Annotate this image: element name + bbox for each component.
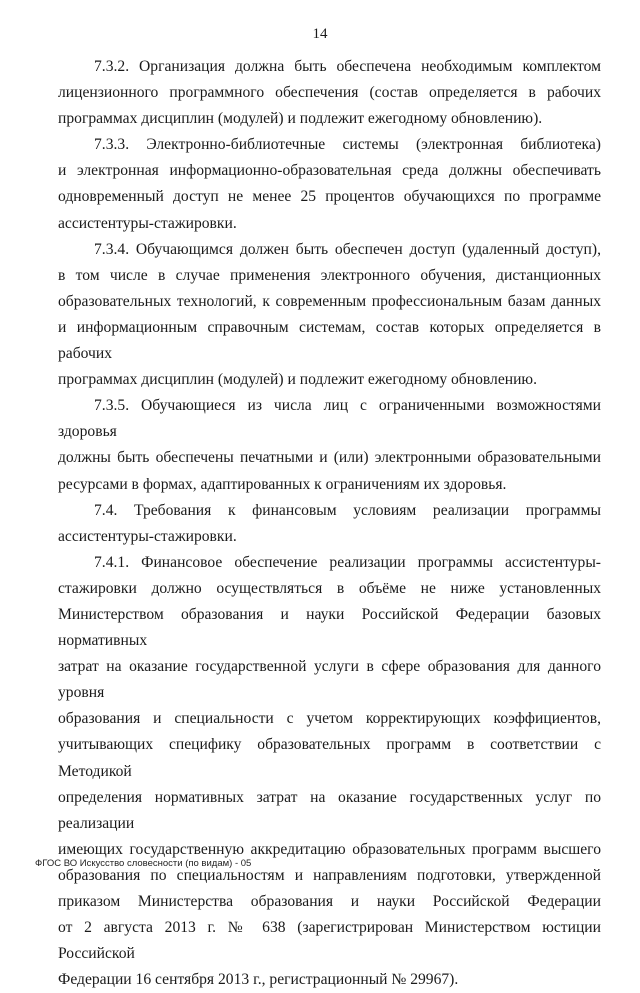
paragraph-7-3-4: [58, 237, 601, 394]
text-line: Министерством образования и науки Российской Федерации базовых нормативных: [58, 605, 601, 650]
text-line: учитывающих специфику образовательных программ в соответствии с Методикой: [58, 736, 601, 780]
text-line: ассистентуры-стажировки.: [58, 527, 237, 545]
paragraph-7-3-3: [58, 132, 601, 236]
text-line: имеющих государственную аккредитацию образовательных программ высшего: [58, 840, 601, 858]
text-line: программах дисциплин (модулей) и подлежит ежегодному обновлению.: [58, 371, 537, 389]
text-line: должны быть обеспечены печатными и (или) электронными образовательными: [58, 449, 601, 467]
text-line: образовательных технологий, к современным профессиональным базам данных: [58, 292, 601, 310]
text-line: программах дисциплин (модулей) и подлежит ежегодному обновлению).: [58, 110, 543, 128]
text-line: образования и специальности с учетом корректирующих коэффициентов,: [58, 710, 601, 728]
text-line: 7.3.2. Организация должна быть обеспечена необходимым комплектом: [94, 58, 601, 75]
text-line: от 2 августа 2013 г. № 638 (зарегистрирован Министерством юстиции Российской: [58, 919, 601, 963]
text-line: 7.4. Требования к финансовым условиям реализации программы: [94, 501, 601, 519]
text-line: в том числе в случае применения электронного обучения, дистанционных: [58, 266, 601, 284]
text-line: Федерации 16 сентября 2013 г., регистрационный № 29967).: [58, 971, 459, 989]
text-line: 7.3.4. Обучающимся должен быть обеспечен доступ (удаленный доступ),: [94, 240, 601, 258]
text-line: ассистентуры-стажировки.: [58, 214, 237, 232]
text-line: 7.4.1. Финансовое обеспечение реализации программы ассистентуры-: [94, 553, 601, 571]
text-line: приказом Министерства образования и науки Российской Федерации: [58, 893, 601, 910]
text-line: образования по специальностям и направлениям подготовки, утвержденной: [58, 866, 601, 884]
text-line: ресурсами в формах, адаптированных к ограничениям их здоровья.: [58, 475, 507, 493]
text-line: стажировки должно осуществляться в объёме не ниже установленных: [58, 579, 601, 597]
paragraph-7-4-1: [58, 550, 601, 993]
text-line: определения нормативных затрат на оказание государственных услуг по реализации: [58, 788, 601, 832]
document-footer: ФГОС ВО Искусство словесности (по видам) - 05: [35, 858, 252, 869]
page-number: 14: [312, 26, 328, 42]
text-line: 7.3.3. Электронно-библиотечные системы (электронная библиотека): [94, 136, 601, 154]
text-line: затрат на оказание государственной услуги в сфере образования для данного уровня: [58, 658, 601, 702]
text-line: и электронная информационно-образовательная среда должны обеспечивать: [58, 162, 601, 180]
text-line: лицензионного программного обеспечения (состав определяется в рабочих: [58, 84, 601, 102]
paragraph-7-3-2: [58, 54, 601, 132]
text-line: и информационным справочным системам, состав которых определяется в рабочих: [58, 318, 601, 363]
text-line: одновременный доступ не менее 25 процентов обучающихся по программе: [58, 188, 601, 206]
paragraph-7-3-5: [58, 393, 601, 497]
text-line: 7.3.5. Обучающиеся из числа лиц с ограниченными возможностями здоровья: [58, 397, 601, 441]
paragraph-7-4: [58, 498, 601, 550]
document-body: [58, 54, 601, 993]
